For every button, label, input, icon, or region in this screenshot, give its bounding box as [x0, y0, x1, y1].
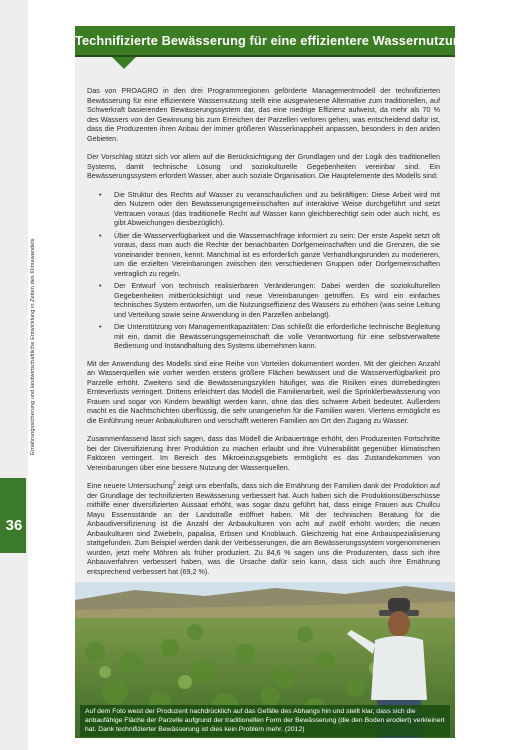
list-item: • Der Entwurf von technisch realisierbaren Veränderungen: Dabei werden die soziokulturellen Gegebenheiten mitberücksichtigt und neue Vereinbarungen getroffen. Es wird ein einfaches technisches System entworfen, um die Nutzungseffizienz des Wassers zu erhöhen (was seine Leitung und Verteilung sowie seine Anwendung in den Parzellen anbelangt).	[114, 281, 440, 319]
header-notch	[112, 57, 136, 69]
footnote-ref: 2	[172, 480, 176, 487]
list-item: • Die Struktur des Rechts auf Wasser zu veranschaulichen und zu bekräftigen: Diese Arbeit wird mit den Nutzern oder den Bewässerungsgemeinschaften auf interaktive Weise durchgeführt und setzt Vertrauen voraus (das traditionelle Recht auf Wasser kann gleichberechtigt sein oder auch nicht, es gibt Abweichungen diesbezüglich).	[114, 190, 440, 228]
list-item: • Über die Wasserverfügbarkeit und die Wassernachfrage informiert zu sein: Der erste Aspekt setzt oft voraus, dass man auch die Rechte der benachbarten Dorfgemeinschaften und die Grenzen, die sie voneinander trennen, kennt. Manchmal ist es erforderlich ganze Verhandlungsrunden zu moderieren, um die erzielten Vereinbarungen zwischen den verschiedenen Gruppen oder Dorfgemeinschaften vertraglich zu regeln.	[114, 231, 440, 279]
photo-caption-box	[80, 705, 450, 737]
paragraph-study	[87, 481, 440, 576]
section-header	[75, 26, 469, 57]
page-number-tab	[0, 478, 26, 553]
left-margin-strip	[0, 0, 28, 750]
paragraph-summary: Zusammenfassend lässt sich sagen, dass das Modell die Anbauerträge erhöht, den Produzenten Fortschritte bei der Diversifizierung ihrer Produktion zu machen erlaubt und ihre Vulnerabilität gegenüber klimatischen Faktoren verringert. Im Bereich des Mikroeinzugsgebiets ermöglicht es das Zustandekommen von Vereinbarungen über eine bessere Nutzung der Wasserquellen.	[87, 434, 440, 472]
study-text-rest: zeigt uns ebenfalls, dass sich die Ernährung der Familien dank der Produktion auf der Grundlage der technifizierten Bewässerung verbessert hat. Auch haben sich die Produktionsüberschüsse mithilfe einer diversifizierten Aussaat erhöht, was sogar dazu geführt hat, dass einige Frauen aus Chullcu Mayu Essensstände an der Landstraße eröffnet haben. Mit der technischen Beratung für die Anbaudiversifizierung ist die Anzahl der Anbaukulturen von acht auf zwölf erhöht worden; die neuen Anbaukulturen sind Zwiebeln, papalisa, Erbsen und Knoblauch. Gleichzeitig hat eine Anbauspezialisierung stattgefunden. Zum Beispiel werden dank der Verbesserungen, die am Bewässerungssystem vorgenommenen wurden, jetzt mehr Möhren als früher produziert. Zu 84,6 % sagen uns die Produzenten, dass sich ihre Anbauverfahren verbessert haben, was die Ursache dafür sein kann, dass sich auch ihre Ernährung entsprechend verbessert hat (69,2 %).	[87, 481, 440, 576]
paragraph-intro: Das von PROAGRO in den drei Programmregionen geförderte Managementmodell der technifizierten Bewässerung für eine effizientere Wassernutzung stellt eine ausgewiesene Alternative zum traditionellen, auf Schwerkraft basierenden Bewässerungssystem dar, das eine niedrige Effizienz aufweist, da mehr als 70 % des Wassers von der Gewinnung bis zum Erreichen der Parzellen verloren gehen, was entscheidend dafür ist, dass die Produzenten ihren Anbau der immer größeren Wasserknappheit anpassen, besonders in den ariden Gebieten.	[87, 86, 440, 143]
running-title-text: Ernährungssicherung und landwirtschaftliche Entwicklung in Zeiten des Klimawandels	[30, 238, 36, 455]
running-title	[30, 238, 44, 469]
study-text-start: Eine neuere Untersuchung	[87, 481, 173, 490]
section-title: Technifizierte Bewässerung für eine effizientere Wassernutzung	[75, 33, 469, 48]
article-body	[87, 86, 440, 585]
paragraph-benefits: Mit der Anwendung des Modells sind eine Reihe von Vorteilen dokumentiert worden. Mit der gleichen Anzahl an Wasserquellen wie vorher werden erstens größere Flächen bewässert und die Wasserverfügbarkeit pro Parzelle erhöht. Zweitens sind die Bewässerungszyklen häufiger, was die Risiken eines dürrebedingten Ernteverlusts verringert. Drittens erleichtert das Modell die Familienarbeit, weil die Sprinklerbewässerung von Frauen und sogar von Kindern bewältigt werden kann, ohne das dies schwere Arbeit bedeutet. Außerdem macht es die Nachtschichten überflüssig, die sehr unangenehm für die Familien waren. Viertens ermöglicht es die Einführung neuer Anbaukulturen und verschafft weiteren Familien am Ort den Zugang zu Wasser.	[87, 358, 440, 425]
paragraph-proposal: Der Vorschlag stützt sich vor allem auf die Berücksichtigung der Grundlagen und der Logik des traditionellen Systems, damit technische Lösung und soziokulturelle Gegebenheiten vereinbar sind. Ein Bewässerungssystem erfordert Wasser, aber auch soziale Organisation. Die Hauptelemente des Modells sind:	[87, 152, 440, 180]
page-number: 36	[5, 517, 23, 534]
model-elements-list	[87, 190, 440, 351]
photo-caption: Auf dem Foto weist der Produzent nachdrücklich auf das Gefälle des Abhangs hin und stellt klar, dass sich die anbaufähige Fläche der Parzelle aufgrund der traditionellen Form der Bewässerung (die den Boden erodiert) verkleinert hat. Dank technifizierter Bewässerung ist dies kein Problem mehr. (2012)	[85, 708, 445, 733]
list-item: • Die Unterstützung von Managementkapazitäten: Das schließt die erforderliche technische Begleitung mit ein, damit die Bewässerungsgemeinschaft die volle Verantwortung für eine selbstverwaltete Bedienung und Instandhaltung des Systems übernehmen kann.	[114, 322, 440, 351]
